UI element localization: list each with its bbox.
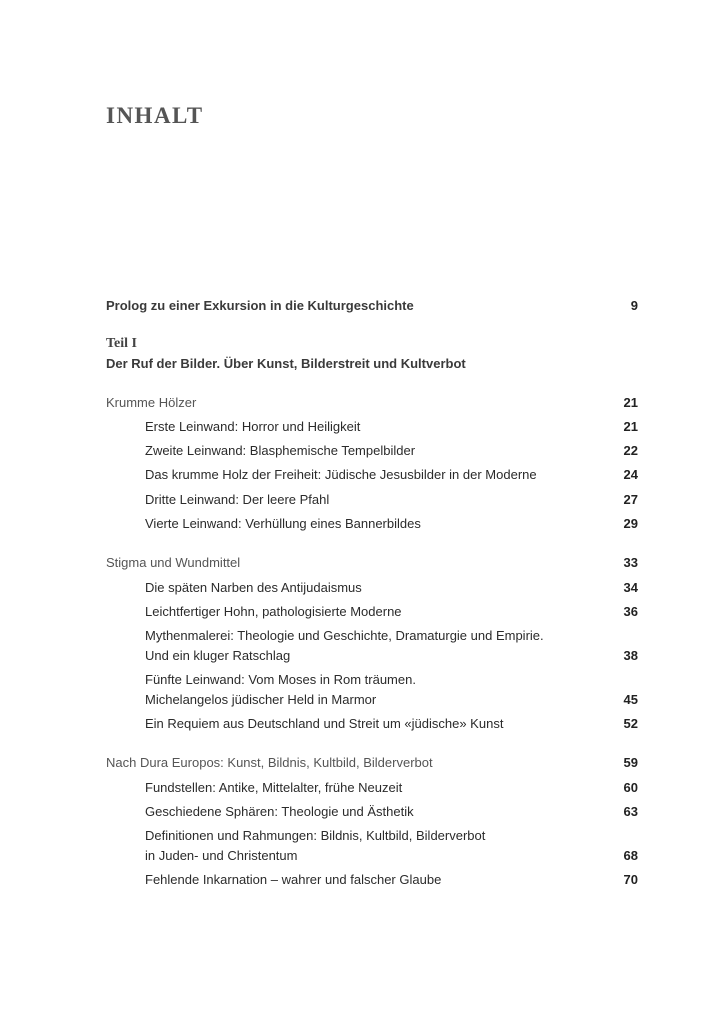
- toc-entry-text-continued: in Juden- und Christentum: [145, 848, 298, 863]
- toc-entry[interactable]: [106, 626, 638, 666]
- toc-entry-text: Zweite Leinwand: Blasphemische Tempelbilder: [145, 443, 416, 458]
- toc-entry-text: Geschiedene Sphären: Theologie und Ästhetik: [145, 804, 414, 819]
- toc-entry-text: Das krumme Holz der Freiheit: Jüdische Jesusbilder in der Moderne: [145, 467, 537, 482]
- toc-entry-text: Vierte Leinwand: Verhüllung eines Bannerbildes: [145, 516, 421, 531]
- toc-entry-text: Fundstellen: Antike, Mittelalter, frühe Neuzeit: [145, 780, 403, 795]
- toc-page-number: 21: [623, 419, 638, 434]
- page-title: INHALT: [106, 103, 204, 128]
- toc-page-number: 70: [623, 872, 638, 887]
- toc-entry-text: Mythenmalerei: Theologie und Geschichte, Dramaturgie und Empirie.: [145, 628, 544, 643]
- toc-page-number: 33: [623, 555, 638, 570]
- toc-section-title: Stigma und Wundmittel: [106, 555, 241, 570]
- toc-entry-text: Dritte Leinwand: Der leere Pfahl: [145, 492, 330, 507]
- toc-entry-text: Erste Leinwand: Horror und Heiligkeit: [145, 419, 361, 434]
- toc-page-number: 59: [623, 755, 638, 770]
- toc-entry-text: Fehlende Inkarnation – wahrer und falscher Glaube: [145, 872, 442, 887]
- toc-page-number: 29: [623, 516, 638, 531]
- toc-page-number: 9: [630, 298, 638, 313]
- toc-page-number: 27: [623, 492, 638, 507]
- toc-entry-text: Prolog zu einer Exkursion in die Kulturgeschichte: [106, 298, 414, 313]
- toc-entry-text: Leichtfertiger Hohn, pathologisierte Moderne: [145, 604, 402, 619]
- toc-page-number: 24: [623, 467, 638, 482]
- toc-entry-text: Fünfte Leinwand: Vom Moses in Rom träumen.: [145, 672, 416, 687]
- toc-page-number: 63: [623, 804, 638, 819]
- toc-page-number: 60: [623, 780, 638, 795]
- toc-page-number: 45: [623, 692, 638, 707]
- toc-page-number: 34: [623, 580, 638, 595]
- toc-page-number: 22: [623, 443, 638, 458]
- toc-page-number: 68: [623, 848, 638, 863]
- toc-section-title: Krumme Hölzer: [106, 395, 197, 410]
- toc-section-title: Nach Dura Europos: Kunst, Bildnis, Kultbild, Bilderverbot: [106, 755, 433, 770]
- toc-page-number: 21: [623, 395, 638, 410]
- toc-entry[interactable]: [106, 670, 638, 710]
- part-label: Teil I: [106, 336, 137, 351]
- toc-page-number: 52: [623, 716, 638, 731]
- toc-entry[interactable]: [106, 826, 638, 866]
- toc-entry-text: Die späten Narben des Antijudaismus: [145, 580, 362, 595]
- toc-page-number: 38: [623, 648, 638, 663]
- toc-entry-text: Ein Requiem aus Deutschland und Streit um «jüdische» Kunst: [145, 716, 504, 731]
- toc-page-number: 36: [623, 604, 638, 619]
- toc-entry-text-continued: Und ein kluger Ratschlag: [145, 648, 291, 663]
- part-title: Der Ruf der Bilder. Über Kunst, Bilderstreit und Kultverbot: [106, 356, 466, 371]
- toc-entry-text-continued: Michelangelos jüdischer Held in Marmor: [145, 692, 377, 707]
- toc-entry-text: Definitionen und Rahmungen: Bildnis, Kultbild, Bilderverbot: [145, 828, 486, 843]
